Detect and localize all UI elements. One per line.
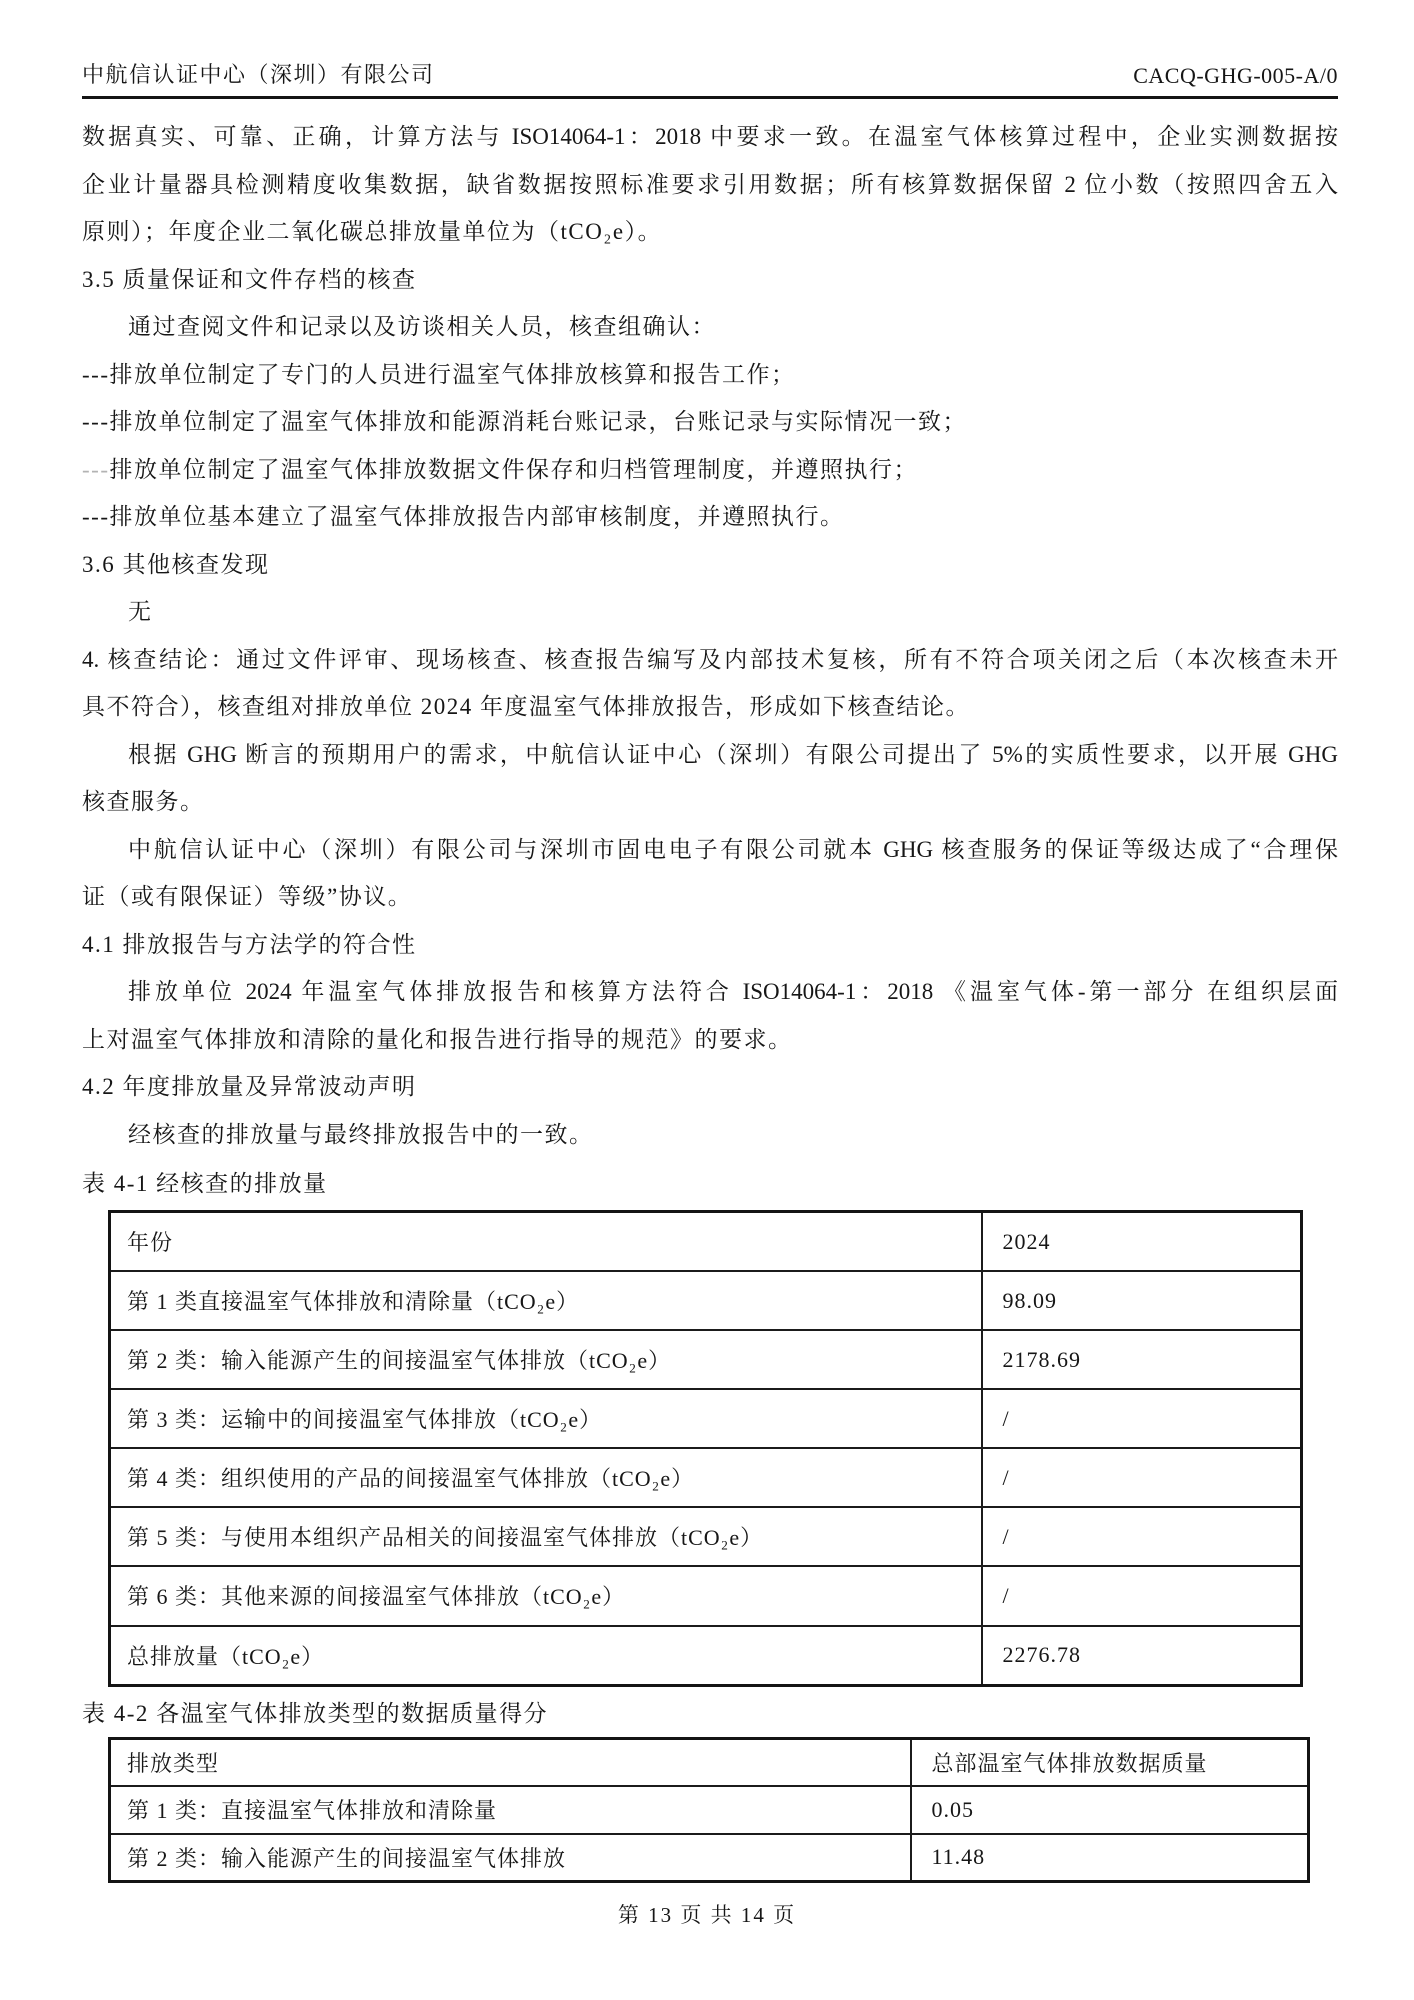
table-cell: 0.05 (911, 1786, 1309, 1833)
table-cell: 第 6 类：其他来源的间接温室气体排放（tCO₂e） (110, 1566, 982, 1625)
table-row (110, 1626, 1302, 1686)
table-row (110, 1448, 1302, 1507)
text-line: ---排放单位制定了温室气体排放和能源消耗台账记录，台账记录与实际情况一致； (82, 409, 967, 434)
table-cell: / (982, 1507, 1302, 1566)
table-cell: 2276.78 (982, 1626, 1302, 1686)
table-cell: 排放类型 (110, 1739, 911, 1787)
table-cell: 11.48 (911, 1834, 1309, 1882)
table-row (110, 1271, 1302, 1330)
table-cell: 2024 (982, 1212, 1302, 1272)
company-name: 中航信认证中心（深圳）有限公司 (82, 62, 435, 87)
page-header (82, 0, 1338, 99)
text-line: 排放单位 2024 年温室气体排放报告和核算方法符合 ISO14064-1：2018 《温室气体-第一部分 在组织层面 (128, 979, 1338, 1004)
text-line: 中航信认证中心（深圳）有限公司与深圳市固电电子有限公司就本 GHG 核查服务的保证等级达成了“合理保 (128, 836, 1338, 862)
table-cell: / (982, 1389, 1302, 1448)
body-text (82, 113, 1338, 1158)
table-cell: 总部温室气体排放数据质量 (911, 1739, 1309, 1787)
table-cell: 第 5 类：与使用本组织产品相关的间接温室气体排放（tCO₂e） (110, 1507, 982, 1566)
dash-marks: --- (82, 456, 110, 482)
table-row (110, 1330, 1302, 1389)
text-line: 经核查的排放量与最终排放报告中的一致。 (128, 1121, 594, 1147)
page-number: 第 13 页 共 14 页 (617, 1903, 797, 1927)
table1-caption: 表 4-1 经核查的排放量 (82, 1171, 328, 1196)
table-cell: 2178.69 (982, 1330, 1302, 1389)
text-line-content: 排放单位制定了温室气体排放数据文件保存和归档管理制度，并遵照执行； (109, 456, 918, 482)
verified-emissions-table (108, 1210, 1303, 1687)
table-cell: 第 2 类：输入能源产生的间接温室气体排放（tCO₂e） (110, 1330, 982, 1389)
text-line: 4.1 排放报告与方法学的符合性 (82, 931, 417, 957)
table-row (110, 1739, 1309, 1787)
table-row (110, 1566, 1302, 1625)
data-quality-table (108, 1737, 1310, 1883)
text-line: 企业计量器具检测精度收集数据，缺省数据按照标准要求引用数据；所有核算数据保留 2 位小数（按照四舍五入 (82, 171, 1338, 197)
verified-emissions-table-body (110, 1212, 1302, 1686)
table-cell: 年份 (110, 1212, 982, 1272)
text-line: 证（或有限保证）等级”协议。 (82, 884, 413, 909)
text-line: 3.5 质量保证和文件存档的核查 (82, 266, 417, 292)
table-row (110, 1389, 1302, 1448)
table-cell: / (982, 1448, 1302, 1507)
table-cell: 第 3 类：运输中的间接温室气体排放（tCO₂e） (110, 1389, 982, 1448)
text-line: 4.2 年度排放量及异常波动声明 (82, 1074, 417, 1099)
text-line: 通过查阅文件和记录以及访谈相关人员，核查组确认： (128, 314, 716, 339)
document-code: CACQ-GHG-005-A/0 (1133, 63, 1338, 88)
table-cell: 第 1 类：直接温室气体排放和清除量 (110, 1786, 911, 1833)
table-cell: / (982, 1566, 1302, 1625)
text-line: 数据真实、可靠、正确，计算方法与 ISO14064-1：2018 中要求一致。在温室气体核算过程中，企业实测数据按 (82, 124, 1338, 149)
text-line: ---排放单位基本建立了温室气体排放报告内部审核制度，并遵照执行。 (82, 504, 845, 529)
table-cell: 98.09 (982, 1271, 1302, 1330)
table-row (110, 1786, 1309, 1833)
text-line: ---排放单位制定了专门的人员进行温室气体排放核算和报告工作； (82, 361, 796, 387)
text-line: 无 (128, 599, 153, 624)
table-cell: 第 1 类直接温室气体排放和清除量（tCO₂e） (110, 1271, 982, 1330)
table-cell: 总排放量（tCO₂e） (110, 1626, 982, 1686)
text-line (82, 446, 1338, 494)
table-row (110, 1834, 1309, 1882)
text-line: 4. 核查结论：通过文件评审、现场核查、核查报告编写及内部技术复核，所有不符合项关闭之后（本次核查未开 (82, 646, 1338, 672)
text-line: 具不符合），核查组对排放单位 2024 年度温室气体排放报告，形成如下核查结论。 (82, 694, 970, 719)
table2-caption: 表 4-2 各温室气体排放类型的数据质量得分 (82, 1701, 549, 1726)
table-row (110, 1212, 1302, 1272)
text-line: 上对温室气体排放和清除的量化和报告进行指导的规范》的要求。 (82, 1026, 793, 1052)
text-line: 核查服务。 (82, 789, 205, 814)
table-cell: 第 2 类：输入能源产生的间接温室气体排放 (110, 1834, 911, 1882)
table-cell: 第 4 类：组织使用的产品的间接温室气体排放（tCO₂e） (110, 1448, 982, 1507)
data-quality-table-body (110, 1739, 1309, 1882)
text-line: 原则）；年度企业二氧化碳总排放量单位为（tCO₂e）。 (82, 219, 663, 244)
table-row (110, 1507, 1302, 1566)
text-line: 3.6 其他核查发现 (82, 551, 270, 577)
text-line: 根据 GHG 断言的预期用户的需求，中航信认证中心（深圳）有限公司提出了 5%的实质性要求，以开展 GHG (128, 741, 1338, 767)
